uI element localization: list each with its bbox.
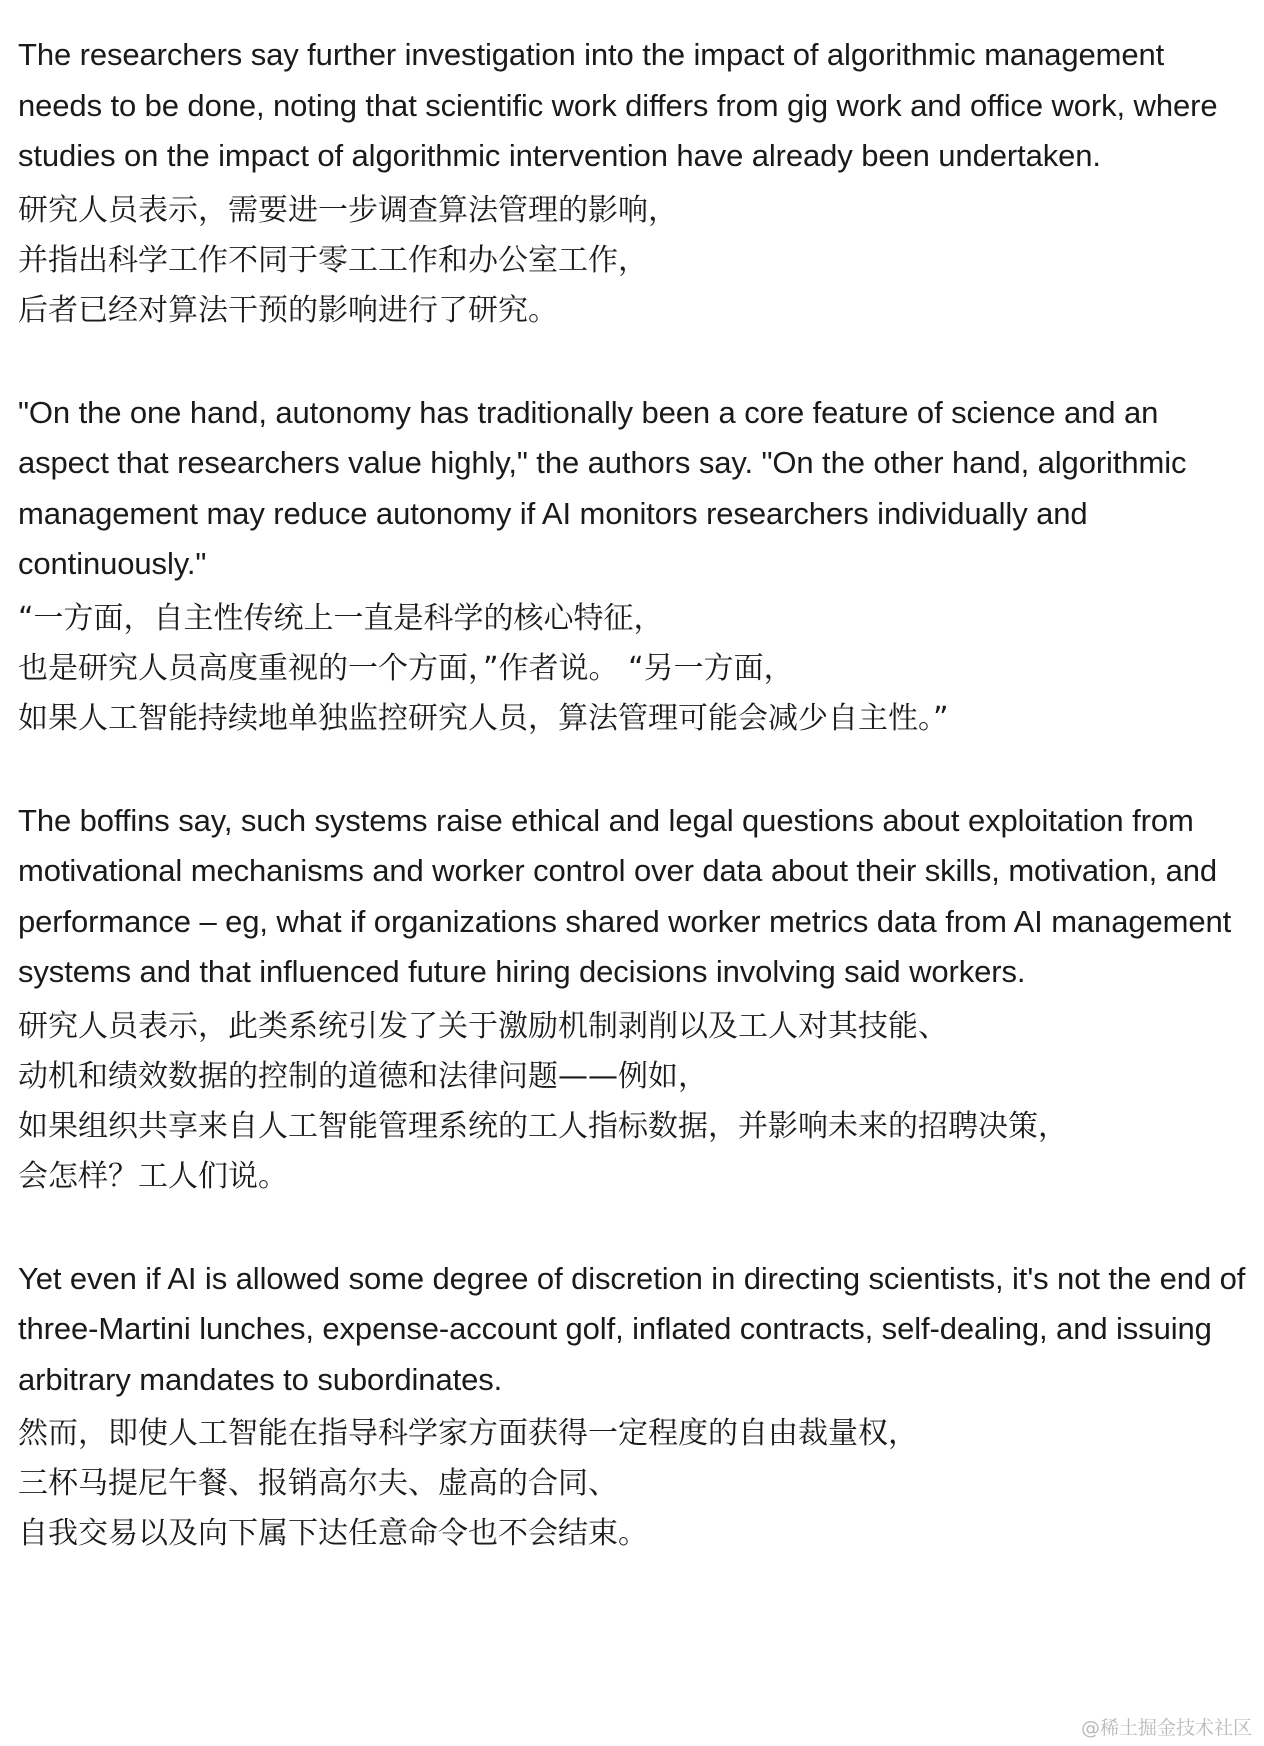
chinese-line: 会怎样？工人们说。	[18, 1158, 288, 1194]
english-paragraph: "On the one hand, autonomy has traditionally been a core feature of science and an aspect that researchers value highly," the authors say. "On the other hand, algorithmic management may reduce autonomy if AI monitors researchers individually and continuously."	[18, 394, 1187, 581]
paragraph-block-2	[18, 388, 1246, 744]
chinese-line: 并指出科学工作不同于零工工作和办公室工作，	[18, 242, 648, 278]
chinese-line: 三杯马提尼午餐、报销高尔夫、虚高的合同、	[18, 1466, 618, 1501]
chinese-line: 如果人工智能持续地单独监控研究人员，算法管理可能会减少自主性。”	[18, 700, 949, 736]
chinese-translation	[18, 186, 1246, 336]
chinese-translation	[18, 1409, 1246, 1559]
paragraph-block-4	[18, 1254, 1246, 1560]
english-paragraph: The researchers say further investigation into the impact of algorithmic management needs to be done, noting that scientific work differs from gig work and office work, where studies on the impact of algorithmic intervention have already been undertaken.	[18, 37, 1218, 173]
watermark-text: @稀土掘金技术社区	[1080, 1717, 1252, 1739]
chinese-translation	[18, 594, 1246, 744]
chinese-line: 研究人员表示，此类系统引发了关于激励机制剥削以及工人对其技能、	[18, 1008, 948, 1044]
paragraph-block-3	[18, 796, 1246, 1202]
chinese-line: 也是研究人员高度重视的一个方面，”作者说。 “另一方面，	[18, 650, 794, 686]
chinese-line: 后者已经对算法干预的影响进行了研究。	[18, 292, 558, 328]
english-paragraph: The boffins say, such systems raise ethical and legal questions about exploitation from motivational mechanisms and worker control over data about their skills, motivation, and performance – eg, what if organizations shared worker metrics data from AI management systems and that influenced future hiring decisions involving said workers.	[18, 802, 1232, 989]
english-paragraph: Yet even if AI is allowed some degree of discretion in directing scientists, it's not the end of three-Martini lunches, expense-account golf, inflated contracts, self-dealing, and issuing arbitrary mandates to subordinates.	[18, 1260, 1246, 1397]
article-body	[18, 30, 1246, 1611]
chinese-line: 自我交易以及向下属下达任意命令也不会结束。	[18, 1516, 648, 1551]
chinese-line: 研究人员表示，需要进一步调查算法管理的影响，	[18, 192, 678, 228]
chinese-line: “一方面，自主性传统上一直是科学的核心特征，	[18, 600, 664, 636]
paragraph-block-1	[18, 30, 1246, 336]
chinese-line: 如果组织共享来自人工智能管理系统的工人指标数据，并影响未来的招聘决策，	[18, 1108, 1068, 1144]
chinese-line: 然而，即使人工智能在指导科学家方面获得一定程度的自由裁量权，	[18, 1416, 918, 1451]
chinese-translation	[18, 1002, 1246, 1202]
chinese-line: 动机和绩效数据的控制的道德和法律问题——例如，	[18, 1058, 708, 1094]
